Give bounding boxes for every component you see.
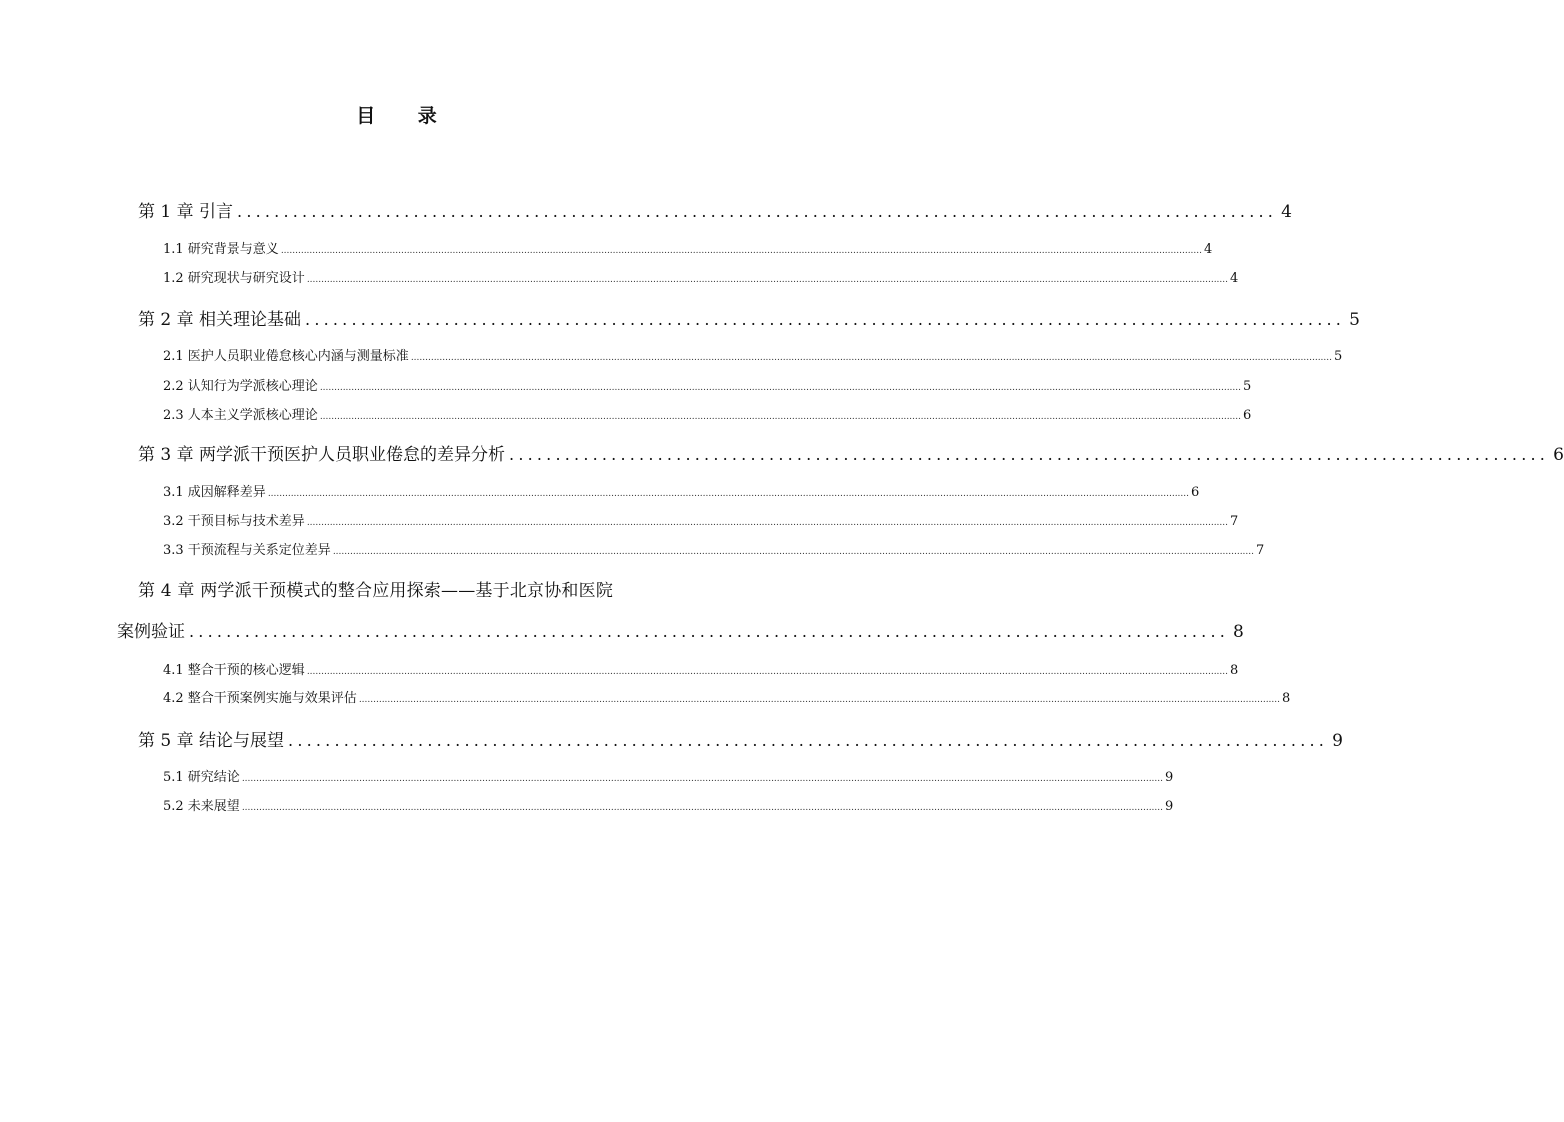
toc-section-label: 3.1 成因解释差异	[163, 485, 266, 500]
toc-chapter-label: 第 3 章 两学派干预医护人员职业倦怠的差异分析	[138, 445, 506, 465]
toc-section-1-2[interactable]	[163, 270, 1239, 289]
toc-chapter-label: 第 2 章 相关理论基础	[138, 310, 302, 330]
toc-section-3-1[interactable]	[163, 484, 1200, 503]
toc-chapter-label: 第 1 章 引言	[138, 202, 234, 222]
toc-leader-dots: ..................................................................................................................................................................................................................................................................................................................................	[306, 667, 1229, 677]
toc-section-1-1[interactable]	[163, 241, 1213, 260]
toc-section-label: 3.3 干预流程与关系定位差异	[163, 543, 331, 558]
toc-page-number: 8	[1233, 622, 1244, 642]
toc-leader-dots: ..................................................................................................................................................................................................................................................................................................................................	[280, 246, 1203, 256]
toc-chapter-label: 案例验证	[117, 622, 185, 642]
toc-section-label: 3.2 干预目标与技术差异	[163, 514, 305, 529]
toc-leader-dots: ..................................................................................................................................................................................................................................................................................................................................	[410, 353, 1333, 363]
toc-section-label: 5.1 研究结论	[163, 770, 240, 785]
toc-leader-dots: ..................................................................................................................................................................................................................................................................................................................................	[241, 803, 1164, 813]
toc-page-number: 5	[1349, 310, 1360, 330]
toc-page-number: 4	[1204, 242, 1213, 257]
toc-page-number: 5	[1334, 349, 1343, 364]
toc-leader-dots: ..................................................................................................................................................................................................................................................................................................................................	[332, 547, 1255, 557]
toc-section-2-3[interactable]	[163, 407, 1252, 426]
toc-page-number: 9	[1165, 770, 1174, 785]
toc-page-number: 7	[1256, 543, 1265, 558]
toc-chapter-label: 第 5 章 结论与展望	[138, 731, 285, 751]
toc-section-5-1[interactable]	[163, 769, 1174, 788]
toc-section-2-1[interactable]	[163, 348, 1343, 367]
toc-section-label: 2.3 人本主义学派核心理论	[163, 408, 318, 423]
toc-page-number: 6	[1191, 485, 1200, 500]
toc-leader-dots: ................................................................................................................	[189, 622, 1230, 641]
toc-section-5-2[interactable]	[163, 798, 1174, 817]
toc-leader-dots: ................................................................................................................	[237, 202, 1278, 221]
toc-chapter-3[interactable]	[138, 443, 1564, 467]
toc-leader-dots: ................................................................................................................	[288, 731, 1329, 750]
toc-leader-dots: ..................................................................................................................................................................................................................................................................................................................................	[306, 518, 1229, 528]
toc-chapter-4[interactable]	[117, 620, 1244, 644]
toc-section-4-1[interactable]	[163, 662, 1239, 681]
toc-page-number: 4	[1230, 271, 1239, 286]
toc-leader-dots: ..................................................................................................................................................................................................................................................................................................................................	[319, 383, 1242, 393]
toc-page-number: 5	[1243, 379, 1252, 394]
toc-page-number: 6	[1553, 445, 1564, 465]
toc-page-number: 9	[1332, 731, 1343, 751]
toc-page-number: 8	[1282, 691, 1291, 706]
toc-section-3-3[interactable]	[163, 542, 1265, 561]
toc-section-4-2[interactable]	[163, 690, 1291, 709]
toc-section-label: 1.2 研究现状与研究设计	[163, 271, 305, 286]
toc-page-number: 9	[1165, 799, 1174, 814]
toc-chapter-1[interactable]	[138, 200, 1292, 224]
toc-section-3-2[interactable]	[163, 513, 1239, 532]
toc-section-label: 1.1 研究背景与意义	[163, 242, 279, 257]
toc-leader-dots: ..................................................................................................................................................................................................................................................................................................................................	[241, 774, 1164, 784]
toc-chapter-4-heading[interactable]: 第 4 章 两学派干预模式的整合应用探索——基于北京协和医院	[138, 581, 614, 601]
toc-page-number: 8	[1230, 663, 1239, 678]
toc-page-number: 6	[1243, 408, 1252, 423]
toc-leader-dots: ................................................................................................................	[305, 310, 1346, 329]
toc-chapter-2[interactable]	[138, 308, 1360, 332]
page-title: 目 录	[356, 105, 455, 127]
toc-section-2-2[interactable]	[163, 378, 1252, 397]
toc-leader-dots: ................................................................................................................	[509, 445, 1550, 464]
toc-section-label: 4.2 整合干预案例实施与效果评估	[163, 691, 357, 706]
toc-section-label: 4.1 整合干预的核心逻辑	[163, 663, 305, 678]
toc-page-number: 4	[1281, 202, 1292, 222]
toc-leader-dots: ..................................................................................................................................................................................................................................................................................................................................	[319, 412, 1242, 422]
toc-section-label: 5.2 未来展望	[163, 799, 240, 814]
toc-chapter-5[interactable]	[138, 729, 1343, 753]
toc-page-number: 7	[1230, 514, 1239, 529]
toc-leader-dots: ..................................................................................................................................................................................................................................................................................................................................	[358, 695, 1281, 705]
toc-section-label: 2.2 认知行为学派核心理论	[163, 379, 318, 394]
toc-leader-dots: ..................................................................................................................................................................................................................................................................................................................................	[306, 275, 1229, 285]
toc-leader-dots: ..................................................................................................................................................................................................................................................................................................................................	[267, 489, 1190, 499]
toc-section-label: 2.1 医护人员职业倦怠核心内涵与测量标准	[163, 349, 409, 364]
